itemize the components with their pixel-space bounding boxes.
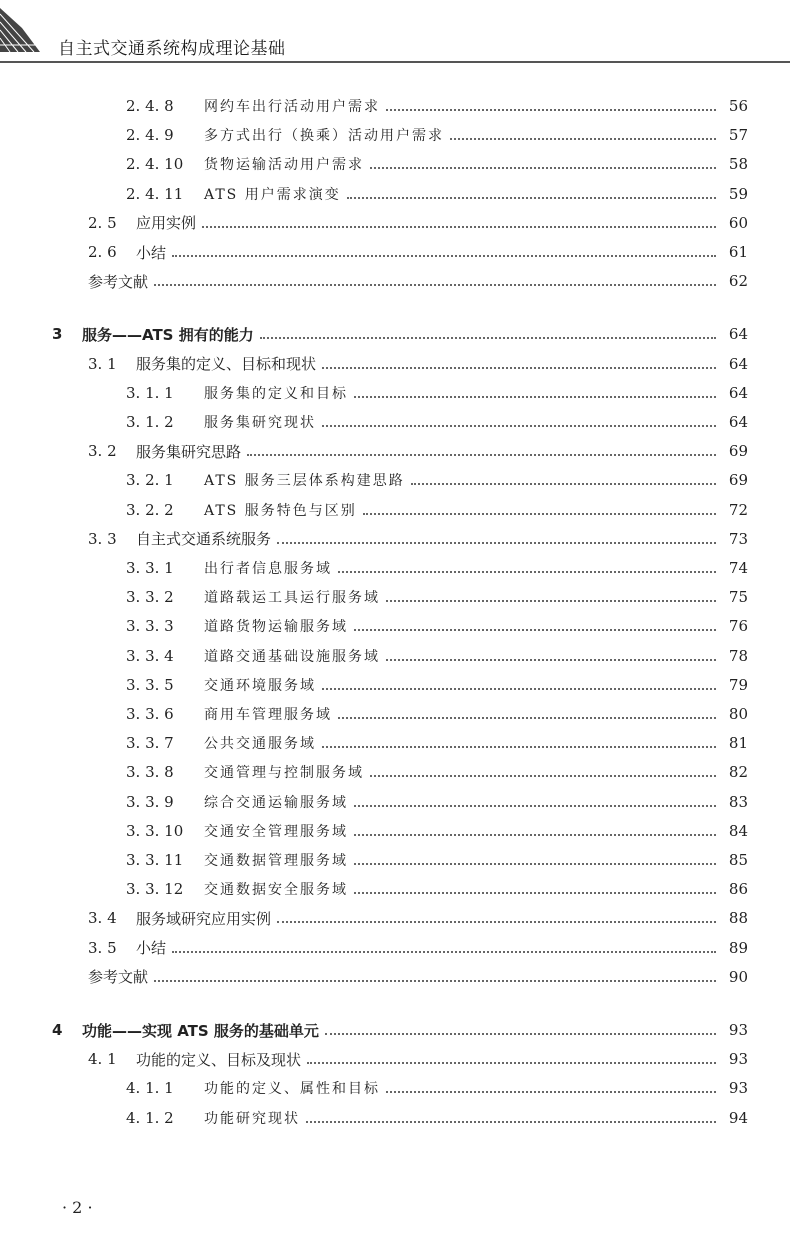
toc-entry[interactable] bbox=[88, 350, 748, 378]
toc-entry-title: ATS 服务特色与区别 bbox=[204, 502, 357, 519]
toc-leader-dots bbox=[277, 542, 716, 544]
toc-entry-title: 出行者信息服务域 bbox=[204, 561, 332, 577]
toc-entry-page: 57 bbox=[728, 126, 748, 145]
toc-entry-page: 83 bbox=[728, 792, 748, 811]
toc-entry[interactable] bbox=[88, 525, 748, 553]
toc-entry-page: 59 bbox=[728, 184, 748, 203]
toc-entry[interactable] bbox=[88, 904, 748, 932]
toc-entry-number: 2. 6 bbox=[88, 243, 117, 261]
toc-entry-number: 4. 1. 1 bbox=[126, 1079, 174, 1098]
toc-entry[interactable] bbox=[88, 209, 748, 237]
toc-entry-page: 90 bbox=[728, 967, 748, 986]
toc-entry-number: 2. 5 bbox=[88, 213, 117, 232]
toc-entry-number: 3. 3. 5 bbox=[126, 675, 174, 694]
toc-entry[interactable] bbox=[126, 379, 748, 407]
toc-leader-dots bbox=[277, 921, 716, 923]
toc-entry-title: 交通数据安全服务域 bbox=[204, 882, 348, 899]
toc-entry-page: 69 bbox=[728, 471, 748, 490]
toc-leader-dots bbox=[322, 425, 716, 427]
toc-leader-dots bbox=[202, 226, 716, 228]
toc-entry-number: 3. 3. 4 bbox=[126, 646, 174, 665]
toc-entry-number: 2. 4. 9 bbox=[126, 126, 174, 145]
toc-leader-dots bbox=[363, 513, 716, 515]
toc-entry-page: 89 bbox=[728, 938, 748, 957]
toc-entry-number: 3. 4 bbox=[88, 909, 117, 928]
toc-entry-page: 80 bbox=[728, 705, 748, 723]
toc-entry-page: 64 bbox=[728, 383, 748, 402]
toc-entry[interactable] bbox=[126, 583, 748, 611]
toc-entry-title: 服务——ATS 拥有的能力 bbox=[82, 325, 254, 344]
toc-entry-title: 小结 bbox=[136, 243, 167, 262]
toc-entry-title: 服务集研究现状 bbox=[204, 415, 316, 431]
toc-entry-title: 多方式出行（换乘）活动用户需求 bbox=[204, 128, 444, 145]
toc-entry-page: 88 bbox=[728, 909, 748, 928]
toc-entry-page: 94 bbox=[728, 1108, 748, 1127]
toc-entry[interactable] bbox=[88, 934, 748, 962]
toc-leader-dots bbox=[386, 109, 716, 111]
toc-leader-dots bbox=[354, 805, 716, 807]
toc-entry-page: 72 bbox=[728, 500, 748, 519]
toc-entry-number: 3. 2 bbox=[88, 442, 117, 461]
toc-entry-title: 道路交通基础设施服务域 bbox=[204, 648, 380, 665]
toc-entry-page: 86 bbox=[728, 880, 748, 899]
toc-leader-dots bbox=[450, 138, 716, 140]
toc-entry[interactable] bbox=[52, 320, 748, 348]
toc-entry-title: 交通管理与控制服务域 bbox=[204, 765, 364, 782]
toc-leader-dots bbox=[370, 775, 716, 777]
toc-entry[interactable] bbox=[126, 1104, 748, 1132]
toc-entry-number: 3. 2. 1 bbox=[126, 471, 174, 490]
toc-entry[interactable] bbox=[126, 554, 748, 582]
toc-leader-dots bbox=[411, 483, 716, 485]
toc-entry-page: 62 bbox=[728, 272, 748, 291]
toc-entry-title: 自主式交通系统服务 bbox=[136, 530, 272, 549]
toc-entry-page: 73 bbox=[728, 529, 748, 548]
toc-entry[interactable] bbox=[126, 1074, 748, 1102]
toc-entry-title: 功能的定义、目标及现状 bbox=[136, 1050, 302, 1069]
toc-entry-page: 60 bbox=[728, 213, 748, 232]
toc-entry-page: 76 bbox=[728, 617, 748, 636]
toc-entry-title: 道路货物运输服务域 bbox=[204, 619, 348, 636]
toc-entry-page: 58 bbox=[728, 155, 748, 174]
toc-entry-title: 服务集的定义、目标和现状 bbox=[136, 355, 317, 374]
toc-entry-page: 56 bbox=[728, 97, 748, 115]
toc-leader-dots bbox=[322, 688, 716, 690]
toc-entry-number: 2. 4. 10 bbox=[126, 155, 184, 174]
toc-entry-page: 93 bbox=[728, 1050, 748, 1069]
toc-entry-number: 4. 1. 2 bbox=[126, 1108, 174, 1127]
toc-entry[interactable] bbox=[126, 788, 748, 816]
toc-entry-title: 服务集的定义和目标 bbox=[204, 385, 348, 402]
toc-leader-dots bbox=[338, 717, 716, 719]
toc-entry-title: 参考文献 bbox=[88, 272, 149, 291]
toc-entry-title: 交通安全管理服务域 bbox=[204, 823, 348, 840]
toc-leader-dots bbox=[154, 284, 716, 286]
toc-entry-title: 应用实例 bbox=[136, 214, 197, 233]
toc-entry-page: 81 bbox=[728, 734, 748, 753]
toc-leader-dots bbox=[325, 1033, 716, 1035]
toc-entry[interactable] bbox=[126, 408, 748, 436]
toc-entry-title: 货物运输活动用户需求 bbox=[204, 157, 364, 174]
toc-leader-dots bbox=[172, 255, 716, 257]
toc-entry-page: 82 bbox=[728, 763, 748, 782]
toc-entry-number: 3. 3. 1 bbox=[126, 559, 174, 577]
toc-entry-number: 3. 3. 3 bbox=[126, 617, 174, 636]
toc-entry[interactable] bbox=[126, 846, 748, 874]
toc-leader-dots bbox=[338, 571, 716, 573]
toc-entry[interactable] bbox=[88, 437, 748, 465]
toc-entry-title: 综合交通运输服务域 bbox=[204, 794, 348, 811]
toc-entry-number: 3. 3. 2 bbox=[126, 588, 174, 607]
toc-leader-dots bbox=[386, 1091, 716, 1093]
toc-entry[interactable] bbox=[126, 466, 748, 494]
toc-entry-title: 服务集研究思路 bbox=[136, 442, 242, 461]
toc-entry[interactable] bbox=[126, 671, 748, 699]
toc-leader-dots bbox=[322, 367, 716, 369]
toc-entry-number: 3. 3. 9 bbox=[126, 792, 174, 811]
toc-entry-number: 3. 3. 6 bbox=[126, 705, 174, 723]
toc-entry[interactable] bbox=[126, 150, 748, 178]
toc-entry-title: ATS 服务三层体系构建思路 bbox=[204, 473, 405, 490]
toc-entry-title: 公共交通服务域 bbox=[204, 736, 316, 753]
toc-leader-dots bbox=[354, 892, 716, 894]
toc-entry-number: 3 bbox=[52, 325, 63, 344]
toc-entry-page: 75 bbox=[728, 588, 748, 607]
toc-entry-number: 3. 3. 8 bbox=[126, 763, 174, 782]
toc-entry-number: 2. 4. 8 bbox=[126, 97, 174, 115]
toc-entry-title: 网约车出行活动用户需求 bbox=[204, 99, 380, 115]
toc-entry-page: 64 bbox=[728, 413, 748, 431]
toc-entry-title: 小结 bbox=[136, 939, 167, 958]
toc-entry[interactable] bbox=[126, 700, 748, 728]
toc-entry-page: 79 bbox=[728, 675, 748, 694]
toc-entry-number: 3. 5 bbox=[88, 938, 117, 957]
toc-entry[interactable] bbox=[126, 875, 748, 903]
toc-entry-number: 2. 4. 11 bbox=[126, 184, 184, 203]
toc-leader-dots bbox=[354, 863, 716, 865]
toc-entry[interactable] bbox=[52, 1016, 748, 1044]
toc-entry[interactable] bbox=[126, 180, 748, 208]
toc-entry[interactable] bbox=[126, 121, 748, 149]
toc-entry-number: 4 bbox=[52, 1021, 63, 1039]
toc-entry-page: 93 bbox=[728, 1079, 748, 1098]
header-title: 自主式交通系统构成理论基础 bbox=[58, 39, 286, 59]
toc-entry[interactable] bbox=[88, 1045, 748, 1073]
toc-entry-page: 84 bbox=[728, 821, 748, 840]
book-logo-icon bbox=[0, 0, 52, 60]
toc-leader-dots bbox=[347, 197, 716, 199]
toc-entry-title: 道路载运工具运行服务域 bbox=[204, 590, 380, 607]
toc-leader-dots bbox=[247, 454, 716, 456]
toc-leader-dots bbox=[354, 834, 716, 836]
toc-leader-dots bbox=[307, 1062, 716, 1064]
toc-entry-number: 3. 1. 2 bbox=[126, 413, 174, 431]
toc-entry-number: 3. 3 bbox=[88, 529, 117, 548]
toc-leader-dots bbox=[306, 1121, 716, 1123]
toc-entry-title: 交通环境服务域 bbox=[204, 677, 316, 694]
page-number: · 2 · bbox=[62, 1198, 93, 1217]
toc-entry[interactable] bbox=[126, 817, 748, 845]
toc-leader-dots bbox=[354, 629, 716, 631]
toc-entry-number: 3. 1. 1 bbox=[126, 383, 174, 402]
toc-entry[interactable] bbox=[126, 729, 748, 757]
toc-entry-title: 商用车管理服务域 bbox=[204, 707, 332, 723]
toc-leader-dots bbox=[154, 980, 716, 982]
toc-entry-page: 64 bbox=[728, 325, 748, 344]
toc-leader-dots bbox=[386, 600, 716, 602]
toc-entry-title: 服务域研究应用实例 bbox=[136, 909, 272, 928]
toc-entry-page: 64 bbox=[728, 354, 748, 373]
toc-entry-page: 93 bbox=[728, 1021, 748, 1039]
toc-entry[interactable] bbox=[88, 238, 748, 266]
toc-entry-number: 3. 3. 7 bbox=[126, 734, 174, 753]
toc-leader-dots bbox=[386, 659, 716, 661]
toc-entry-title: 参考文献 bbox=[88, 968, 149, 987]
toc-entry[interactable] bbox=[126, 758, 748, 786]
toc-entry-title: ATS 用户需求演变 bbox=[204, 186, 341, 203]
header-rule bbox=[0, 61, 790, 63]
toc-entry-number: 3. 3. 12 bbox=[126, 880, 184, 899]
page-header bbox=[0, 0, 790, 64]
toc-entry-page: 78 bbox=[728, 646, 748, 665]
toc-entry[interactable] bbox=[88, 267, 748, 295]
toc-leader-dots bbox=[354, 396, 716, 398]
toc-entry-number: 3. 2. 2 bbox=[126, 500, 174, 519]
toc-entry-page: 74 bbox=[728, 559, 748, 577]
toc-entry-number: 3. 3. 11 bbox=[126, 851, 184, 869]
toc-entry-page: 61 bbox=[728, 243, 748, 261]
toc-entry-page: 85 bbox=[728, 851, 748, 869]
toc-entry-title: 交通数据管理服务域 bbox=[204, 853, 348, 869]
toc-leader-dots bbox=[370, 167, 716, 169]
toc-entry-number: 3. 1 bbox=[88, 354, 117, 373]
toc-entry-page: 69 bbox=[728, 442, 748, 461]
toc-entry[interactable] bbox=[126, 642, 748, 670]
toc-entry-title: 功能的定义、属性和目标 bbox=[204, 1081, 380, 1098]
toc-entry[interactable] bbox=[88, 963, 748, 991]
toc-entry-title: 功能研究现状 bbox=[204, 1110, 300, 1127]
toc-entry-number: 4. 1 bbox=[88, 1050, 117, 1069]
toc-entry[interactable] bbox=[126, 92, 748, 120]
toc-leader-dots bbox=[172, 951, 716, 953]
toc-entry[interactable] bbox=[126, 612, 748, 640]
toc-leader-dots bbox=[322, 746, 716, 748]
toc-entry-number: 3. 3. 10 bbox=[126, 821, 184, 840]
toc-entry[interactable] bbox=[126, 496, 748, 524]
toc-entry-title: 功能——实现 ATS 服务的基础单元 bbox=[82, 1021, 319, 1040]
toc-leader-dots bbox=[260, 337, 716, 339]
